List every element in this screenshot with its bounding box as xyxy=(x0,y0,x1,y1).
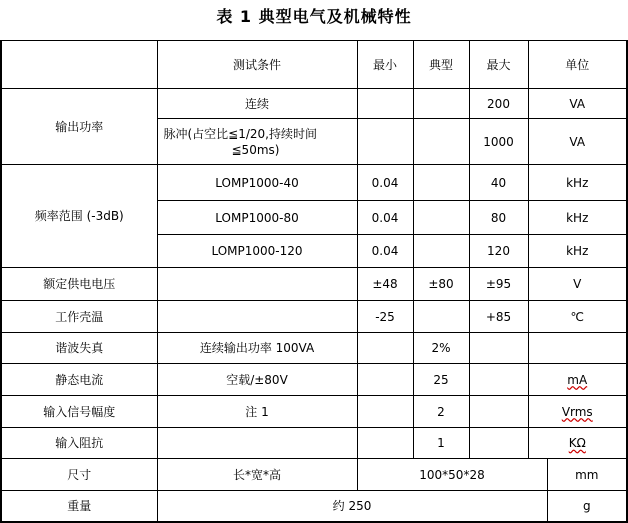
table-row xyxy=(1,364,627,396)
table-row xyxy=(1,165,627,201)
cond-pulse-line2: ≦50ms) xyxy=(231,142,280,157)
unit-freq-120: kHz xyxy=(528,235,627,268)
max-pulse: 1000 xyxy=(469,119,528,165)
table-row xyxy=(1,301,627,333)
typ-cell xyxy=(413,119,469,165)
unit-freq-80: kHz xyxy=(528,201,627,235)
param-size: 尺寸 xyxy=(1,459,157,491)
param-input-amplitude: 输入信号幅度 xyxy=(1,396,157,428)
value-size: 100*50*28 xyxy=(357,459,547,491)
value-weight: 约 250 xyxy=(157,491,547,522)
cond-pulse xyxy=(157,119,357,165)
cond-continuous: 连续 xyxy=(157,89,357,119)
unit-supply-voltage: V xyxy=(528,268,627,301)
min-freq-120: 0.04 xyxy=(357,235,413,268)
typ-thd: 2% xyxy=(413,333,469,364)
param-frequency: 频率范围 (-3dB) xyxy=(1,165,157,268)
param-weight: 重量 xyxy=(1,491,157,522)
cond-freq-80: LOMP1000-80 xyxy=(157,201,357,235)
typ-input-amplitude: 2 xyxy=(413,396,469,428)
cond-pulse-line1: 脉冲(占空比≦1/20,持续时间 xyxy=(163,126,317,141)
cond-freq-120: LOMP1000-120 xyxy=(157,235,357,268)
cond-input-amplitude: 注 1 xyxy=(157,396,357,428)
param-output-power: 输出功率 xyxy=(1,89,157,165)
header-typ: 典型 xyxy=(413,41,469,89)
cond-cell xyxy=(157,301,357,333)
min-cell xyxy=(357,89,413,119)
unit-input-amplitude-text: Vrms xyxy=(561,404,593,419)
min-supply-voltage: ±48 xyxy=(357,268,413,301)
table-row xyxy=(1,428,627,459)
typ-cell xyxy=(413,235,469,268)
param-supply-voltage: 额定供电电压 xyxy=(1,268,157,301)
max-freq-40: 40 xyxy=(469,165,528,201)
table-row xyxy=(1,333,627,364)
max-cell xyxy=(469,364,528,396)
typ-cell xyxy=(413,301,469,333)
cond-quiescent: 空载/±80V xyxy=(157,364,357,396)
table-title: 表 1 典型电气及机械特性 xyxy=(216,7,412,26)
typ-input-impedance: 1 xyxy=(413,428,469,459)
unit-input-impedance-text: KΩ xyxy=(568,436,586,450)
unit-quiescent xyxy=(528,364,627,396)
max-cell xyxy=(469,333,528,364)
header-min: 最小 xyxy=(357,41,413,89)
unit-weight: g xyxy=(547,491,627,522)
table-row xyxy=(1,89,627,119)
header-max: 最大 xyxy=(469,41,528,89)
typ-quiescent: 25 xyxy=(413,364,469,396)
header-row xyxy=(1,41,627,89)
header-param xyxy=(1,41,157,89)
min-shell-temp: -25 xyxy=(357,301,413,333)
max-supply-voltage: ±95 xyxy=(469,268,528,301)
unit-input-impedance xyxy=(528,428,627,459)
cond-cell xyxy=(157,268,357,301)
param-quiescent: 静态电流 xyxy=(1,364,157,396)
max-cell xyxy=(469,396,528,428)
min-freq-80: 0.04 xyxy=(357,201,413,235)
min-cell xyxy=(357,364,413,396)
unit-quiescent-text: mA xyxy=(567,372,588,387)
min-cell xyxy=(357,428,413,459)
table-row xyxy=(1,491,627,522)
cond-cell xyxy=(157,428,357,459)
min-cell xyxy=(357,333,413,364)
typ-cell xyxy=(413,89,469,119)
max-shell-temp: +85 xyxy=(469,301,528,333)
table-row xyxy=(1,459,627,491)
typ-cell xyxy=(413,165,469,201)
param-shell-temp: 工作壳温 xyxy=(1,301,157,333)
cond-freq-40: LOMP1000-40 xyxy=(157,165,357,201)
min-cell xyxy=(357,119,413,165)
min-freq-40: 0.04 xyxy=(357,165,413,201)
header-condition: 测试条件 xyxy=(157,41,357,89)
unit-continuous: VA xyxy=(528,89,627,119)
cond-thd: 连续输出功率 100VA xyxy=(157,333,357,364)
table-row xyxy=(1,396,627,428)
param-thd: 谐波失真 xyxy=(1,333,157,364)
max-freq-120: 120 xyxy=(469,235,528,268)
spec-table xyxy=(0,40,628,523)
typ-cell xyxy=(413,201,469,235)
max-cell xyxy=(469,428,528,459)
typ-supply-voltage: ±80 xyxy=(413,268,469,301)
max-continuous: 200 xyxy=(469,89,528,119)
unit-freq-40: kHz xyxy=(528,165,627,201)
min-cell xyxy=(357,396,413,428)
unit-input-amplitude xyxy=(528,396,627,428)
table-row xyxy=(1,268,627,301)
cond-size: 长*宽*高 xyxy=(157,459,357,491)
unit-size: mm xyxy=(547,459,627,491)
param-input-impedance: 输入阻抗 xyxy=(1,428,157,459)
header-unit: 单位 xyxy=(528,41,627,89)
max-freq-80: 80 xyxy=(469,201,528,235)
unit-shell-temp: ℃ xyxy=(528,301,627,333)
unit-pulse: VA xyxy=(528,119,627,165)
unit-cell xyxy=(528,333,627,364)
